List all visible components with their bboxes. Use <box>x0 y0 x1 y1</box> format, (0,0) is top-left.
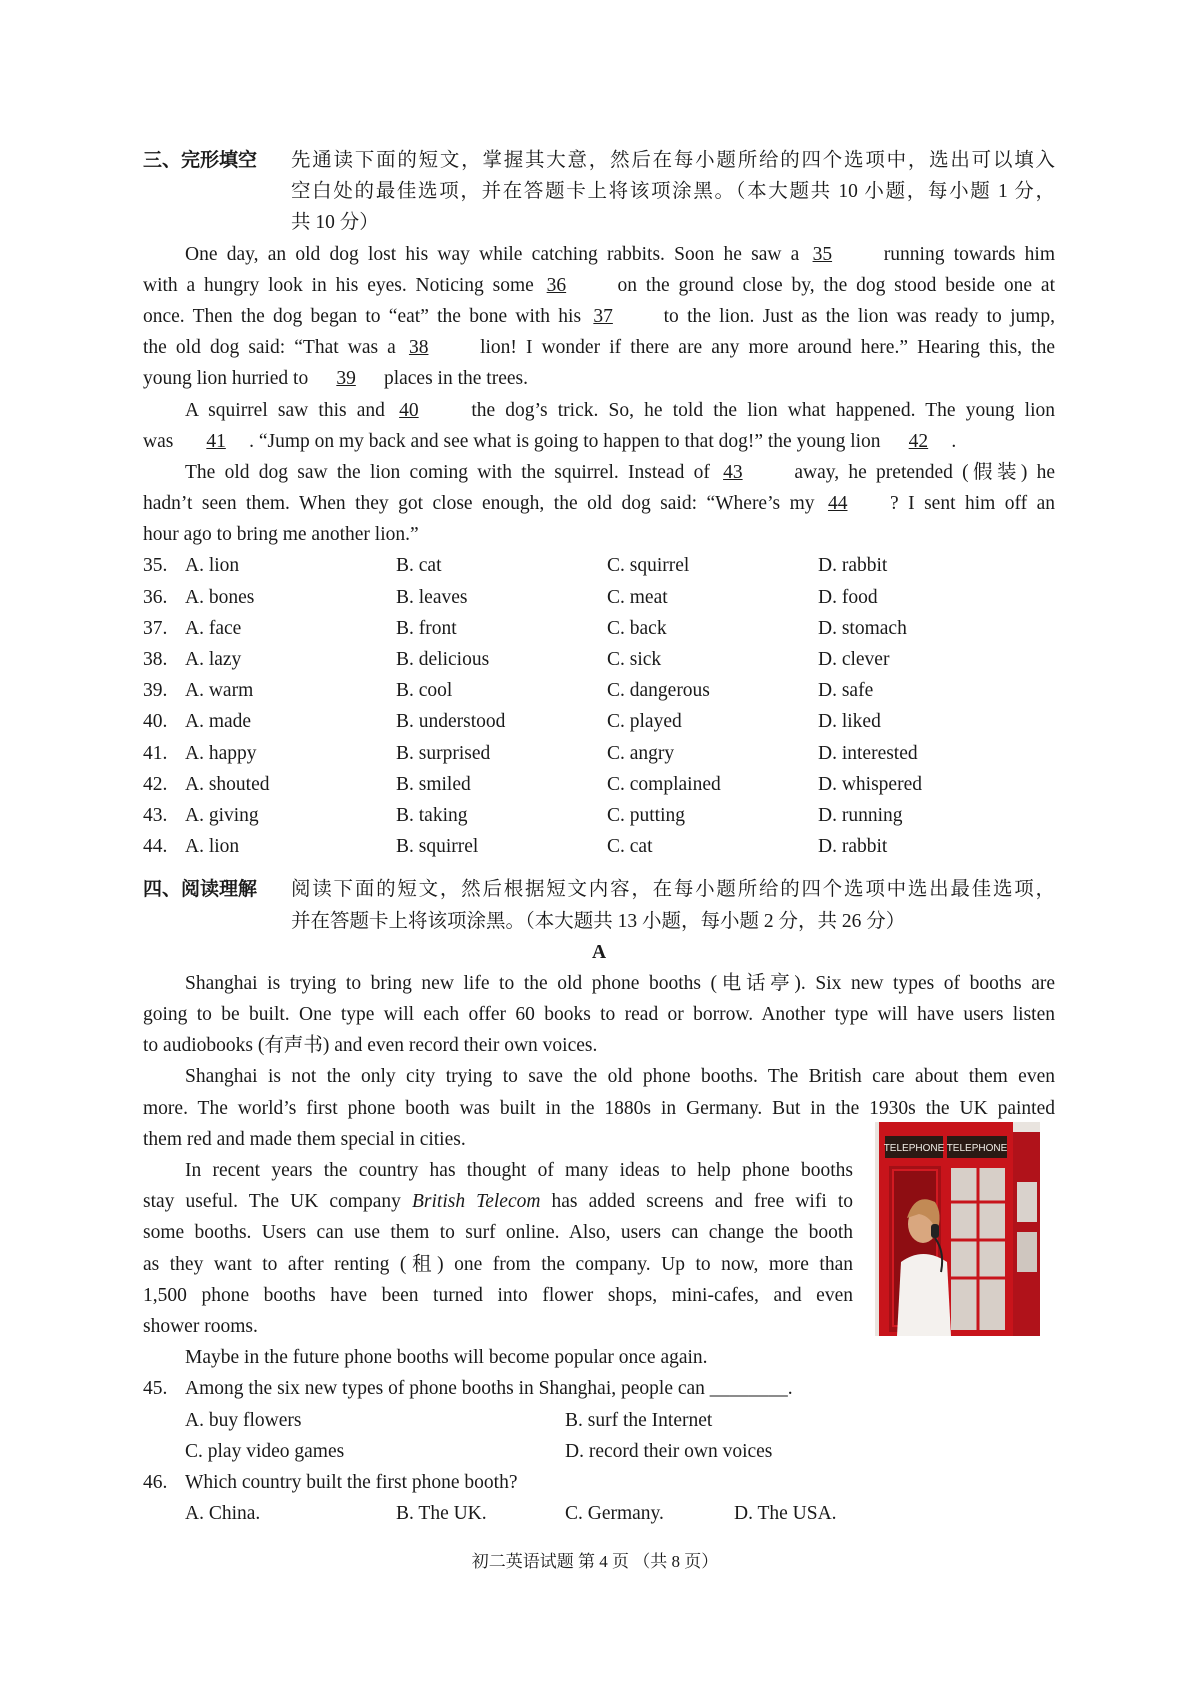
q-num: 39. <box>143 680 168 702</box>
option-d: D. whispered <box>818 773 922 795</box>
section3-instr-1: 先通读下面的短文，掌握其大意，然后在每小题所给的四个选项中，选出可以填入 <box>291 150 1055 171</box>
text: One day, an old dog lost his way while catching rabbits. Soon he saw a <box>185 243 800 265</box>
question-row <box>143 831 1055 862</box>
option-d: D. rabbit <box>818 555 888 577</box>
passage-line: shower rooms. <box>143 1315 258 1337</box>
option-b: B. leaves <box>396 586 468 608</box>
q-num: 44. <box>143 836 168 858</box>
option-a: A. face <box>185 617 242 639</box>
section4-instr-2: 并在答题卡上将该项涂黑。（本大题共 13 小题，每小题 2 分，共 26 分） <box>291 910 906 932</box>
text: away, he pretended (假装) he <box>794 461 1055 483</box>
passage-line: more. The world’s first phone booth was built in the 1880s in Germany. But in the 1930s the UK painted <box>143 1097 1055 1119</box>
option-a: A. happy <box>185 742 257 764</box>
q-num: 38. <box>143 649 168 670</box>
cloze-line <box>143 270 1055 301</box>
passage-line: going to be built. One type will each offer 60 books to read or borrow. Another type will have users listen <box>143 1004 1055 1026</box>
option-c: C. back <box>607 617 667 639</box>
text: A squirrel saw this and <box>185 399 385 421</box>
option-a: A. China. <box>185 1503 261 1525</box>
q-num: 36. <box>143 586 168 608</box>
option-b: B. surf the Internet <box>565 1409 713 1431</box>
option-c: C. Germany. <box>565 1503 664 1525</box>
text: the old dog said: “That was a <box>143 337 396 359</box>
option-d: D. interested <box>818 742 918 764</box>
question-row <box>143 769 1055 800</box>
blank-44: 44 <box>827 493 848 515</box>
text: was <box>143 430 174 452</box>
section3-instr-3: 共 10 分） <box>291 212 379 234</box>
option-c: C. cat <box>607 836 653 858</box>
blank-40: 40 <box>399 399 419 421</box>
option-c: C. complained <box>607 773 721 795</box>
question-row <box>143 800 1055 831</box>
text: ? I sent him off an <box>889 493 1056 515</box>
cloze-line <box>143 301 1055 332</box>
cloze-line <box>143 239 1055 270</box>
text: has added screens and free wifi to <box>551 1191 854 1213</box>
cloze-line <box>143 488 1055 519</box>
option-d: D. food <box>818 586 878 608</box>
option-c: C. dangerous <box>607 680 710 702</box>
cloze-line <box>143 457 1055 488</box>
option-c: C. played <box>607 711 682 733</box>
option-b: B. taking <box>396 804 468 826</box>
option-a: A. lion <box>185 555 240 577</box>
option-a: A. giving <box>185 804 259 826</box>
option-d: D. liked <box>818 711 881 733</box>
passage-line <box>143 1186 853 1217</box>
text: lion! I wonder if there are any more around here.” Hearing this, the <box>480 337 1055 359</box>
passage-line: Maybe in the future phone booths will become popular once again. <box>185 1347 708 1369</box>
section3-label: 三、完形填空 <box>143 149 258 171</box>
question-stem: Among the six new types of phone booths in Shanghai, people can ________. <box>185 1378 793 1400</box>
page-footer: 初二英语试题 第 4 页 （共 8 页） <box>471 1552 719 1571</box>
option-d: D. running <box>818 804 903 826</box>
passage-line: as they want to after renting (租) one from the company. Up to now, more than <box>143 1253 853 1275</box>
cloze-line <box>143 332 1055 363</box>
company-name: British Telecom <box>411 1191 541 1213</box>
section4-label: 四、阅读理解 <box>143 878 258 901</box>
text: the dog’s trick. So, he told the lion what happened. The young lion <box>471 399 1056 421</box>
blank-42: 42 <box>908 430 929 452</box>
q-num: 35. <box>143 555 168 577</box>
question-row <box>143 738 1055 769</box>
option-b: B. cool <box>396 680 453 702</box>
option-d: D. clever <box>818 649 890 670</box>
option-c: C. putting <box>607 804 686 826</box>
option-d: D. record their own voices <box>565 1440 773 1462</box>
text: stay useful. The UK company <box>143 1191 401 1213</box>
option-a: A. made <box>185 711 252 733</box>
q-num: 42. <box>143 773 168 795</box>
q-num: 40. <box>143 711 168 733</box>
option-b: B. smiled <box>396 773 471 795</box>
passage-title: A <box>591 941 607 963</box>
blank-41: 41 <box>206 430 226 452</box>
blank-37: 37 <box>593 305 613 327</box>
q-num: 41. <box>143 742 168 764</box>
blank-35: 35 <box>812 243 833 265</box>
option-b: B. squirrel <box>396 836 479 858</box>
cloze-passage <box>143 239 1055 551</box>
text: once. Then the dog began to “eat” the bone with his <box>143 305 582 327</box>
option-d: D. stomach <box>818 617 907 639</box>
booth-sign-left: TELEPHONE <box>883 1142 945 1154</box>
q-num: 43. <box>143 804 168 826</box>
option-a: A. buy flowers <box>185 1409 302 1431</box>
passage-line: them red and made them special in cities. <box>143 1128 466 1150</box>
question-row <box>143 706 1055 737</box>
passage-line: Shanghai is not the only city trying to save the old phone booths. The British care about them even <box>185 1066 1055 1088</box>
text: . “Jump on my back and see what is going to happen to that dog!” the young lion <box>249 430 881 452</box>
option-b: B. delicious <box>396 649 490 670</box>
section4-instr-1: 阅读下面的短文，然后根据短文内容，在每小题所给的四个选项中选出最佳选项， <box>291 879 1055 901</box>
option-c: C. play video games <box>185 1440 345 1462</box>
question-row <box>143 613 1055 644</box>
text: places in the trees. <box>383 368 528 390</box>
blank-39: 39 <box>336 368 356 390</box>
text: with a hungry look in his eyes. Noticing some <box>143 274 534 296</box>
option-b: B. The UK. <box>396 1503 487 1525</box>
cloze-options <box>143 550 1055 862</box>
passage-line: to audiobooks (有声书) and even record their own voices. <box>143 1035 598 1057</box>
phone-booth-photo <box>875 1122 1040 1336</box>
q-num: 46. <box>143 1471 168 1493</box>
option-c: C. meat <box>607 586 668 608</box>
passage-a <box>143 968 1055 1373</box>
q-num: 45. <box>143 1378 168 1400</box>
text: . <box>951 430 957 452</box>
option-c: C. sick <box>607 649 662 670</box>
option-a: A. warm <box>185 680 254 702</box>
text: The old dog saw the lion coming with the squirrel. Instead of <box>185 461 710 483</box>
option-d: D. safe <box>818 680 874 702</box>
option-a: A. bones <box>185 586 255 608</box>
blank-38: 38 <box>408 337 429 359</box>
passage-line: Shanghai is trying to bring new life to the old phone booths (电话亭). Six new types of booths are <box>185 972 1055 994</box>
question-row <box>143 675 1055 706</box>
text: on the ground close by, the dog stood beside one at <box>617 274 1055 296</box>
passage-line: 1,500 phone booths have been turned into flower shops, mini-cafes, and even <box>143 1284 853 1306</box>
q-num: 37. <box>143 617 168 639</box>
option-a: A. lion <box>185 836 240 858</box>
section3-header <box>143 145 1055 239</box>
question-45 <box>143 1373 1055 1467</box>
option-d: D. rabbit <box>818 836 888 858</box>
question-row <box>143 644 1055 675</box>
question-row <box>143 582 1055 613</box>
blank-36: 36 <box>546 274 567 296</box>
text: young lion hurried to <box>143 368 309 390</box>
text-with-image <box>143 1124 1055 1342</box>
cloze-line <box>143 395 1055 426</box>
passage-line: In recent years the country has thought of many ideas to help phone booths <box>185 1160 853 1181</box>
passage-line: some booths. Users can use them to surf online. Also, users can change the booth <box>143 1222 853 1244</box>
blank-43: 43 <box>723 461 743 483</box>
booth-sign-right: TELEPHONE <box>946 1142 1008 1154</box>
cloze-line <box>143 363 1055 394</box>
text: hadn’t seen them. When they got close enough, the old dog said: “Where’s my <box>143 493 815 515</box>
option-b: B. understood <box>396 711 506 733</box>
option-d: D. The USA. <box>734 1503 837 1525</box>
option-c: C. angry <box>607 742 675 764</box>
cloze-line <box>143 426 1055 457</box>
option-b: B. surprised <box>396 742 491 764</box>
exam-page <box>143 145 1055 1529</box>
question-stem: Which country built the first phone booth? <box>185 1471 518 1493</box>
section4-header <box>143 874 1055 936</box>
question-46 <box>143 1467 1055 1529</box>
option-c: C. squirrel <box>607 555 690 577</box>
cloze-line: hour ago to bring me another lion.” <box>143 524 419 546</box>
option-a: A. shouted <box>185 773 270 795</box>
option-b: B. cat <box>396 555 442 577</box>
option-b: B. front <box>396 617 457 639</box>
question-row <box>143 550 1055 581</box>
option-a: A. lazy <box>185 649 242 670</box>
text: running towards him <box>883 243 1055 265</box>
text: to the lion. Just as the lion was ready to jump, <box>663 305 1056 327</box>
section3-instr-2: 空白处的最佳选项，并在答题卡上将该项涂黑。（本大题共 10 小题，每小题 1 分， <box>291 181 1055 203</box>
